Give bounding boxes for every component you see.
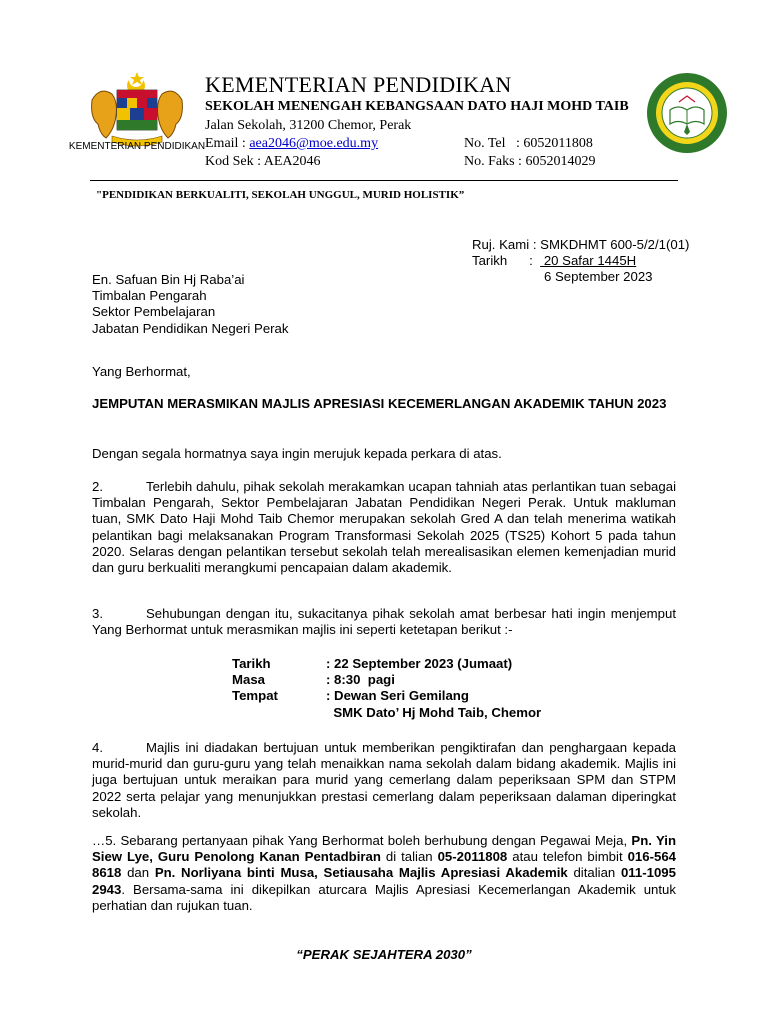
contact-person-1: Pn. Yin Siew Lye, Guru Penolong Kanan Pentadbiran	[92, 833, 676, 865]
event-date-value: : 22 September 2023 (Jumaat)	[326, 656, 513, 671]
paragraph-number: 2.	[92, 479, 103, 494]
event-time-value: : 8:30 pagi	[326, 672, 395, 688]
ministry-title: KEMENTERIAN PENDIDIKAN	[205, 72, 512, 97]
contact-person-2: Pn. Norliyana binti Musa, Setiausaha Majlis Apresiasi Akademik	[154, 865, 568, 881]
date-gregorian: 6 September 2023	[544, 269, 653, 285]
school-badge-logo	[646, 72, 728, 154]
paragraph-4	[92, 740, 676, 821]
date-hijri-row	[472, 253, 689, 269]
recipient-department: Jabatan Pendidikan Negeri Perak	[92, 320, 289, 336]
paragraph-text: . Bersama-sama ini dikepilkan aturcara Majlis Apresiasi Kecemerlangan Akademik untuk perhatian dan rujukan tuan.	[92, 881, 676, 913]
paragraph-text: Terlebih dahulu, pihak sekolah merakamkan ucapan tahniah atas perlantikan tuan sebagai Timbalan Pengarah, Sektor Pembelajaran Jabatan Pendidikan Negeri Perak. Untuk makluman tuan, SMK Dato Haji Mohd Taib Chemor merupakan sekolah Gred A dan telah menerima watikah pelantikan bagi melaksanakan Program Transformasi Sekolah 2025 (TS25) Kohort 5 pada tahun 2020. Selaras dengan pelantikan tersebut sekolah telah merealisasikan elemen kemenjadian murid dan guru berkualiti merangkumi pencapaian dalam akademik.	[92, 479, 676, 576]
contact-phone-1: 05-2011808	[437, 849, 508, 865]
paragraph-number: 3.	[92, 606, 103, 621]
event-venue-value: : Dewan Seri Gemilang	[326, 688, 469, 704]
school-code: Kod Sek : AEA2046	[205, 154, 321, 169]
header-divider	[90, 180, 678, 181]
paragraph-text: Majlis ini diadakan bertujuan untuk memberikan pengiktirafan dan penghargaan kepada murid-murid dan guru-guru yang telah menaikkan nama sekolah dalam bidang akademik. Majlis ini juga bertujuan untuk meraikan para murid yang cemerlang dalam peperiksaan SPM dan STPM 2022 serta pelajar yang menunjukkan prestasi cemerlang dalam peperiksaan dalaman diperingkat sekolah.	[92, 740, 676, 820]
paragraph-text: di talian	[380, 849, 438, 865]
paragraph-text: ditalian	[567, 865, 621, 881]
salutation: Yang Berhormat,	[92, 364, 191, 379]
paragraph-number: 4.	[92, 740, 103, 755]
telephone-number: No. Tel : 6052011808	[464, 136, 593, 151]
contact-mobile-1: 016-564 8618	[92, 849, 676, 881]
school-motto: "PENDIDIKAN BERKUALITI, SEKOLAH UNGGUL, MURID HOLISTIK”	[96, 189, 465, 201]
email-label: Email :	[205, 136, 250, 151]
school-name: SEKOLAH MENENGAH KEBANGSAAN DATO HAJI MOHD TAIB	[205, 99, 629, 114]
contact-phone-2: 011-1095 2943	[92, 865, 676, 897]
fax-number: No. Faks : 6052014029	[464, 154, 596, 169]
letter-subject: JEMPUTAN MERASMIKAN MAJLIS APRESIASI KECEMERLANGAN AKADEMIK TAHUN 2023	[92, 396, 667, 411]
event-venue-value-2: SMK Dato’ Hj Mohd Taib, Chemor	[326, 704, 542, 720]
paragraph-text: …5. Sebarang pertanyaan pihak Yang Berhormat boleh berhubung dengan Pegawai Meja,	[92, 833, 632, 848]
paragraph-text: atau telefon bimbit	[507, 849, 628, 865]
paragraph-text: dan	[121, 865, 155, 881]
reference-block	[472, 237, 689, 286]
email-row	[205, 136, 378, 152]
date-hijri: 20 Safar 1445H	[540, 253, 637, 269]
date-label: Tarikh :	[472, 253, 541, 269]
paragraph-5	[92, 833, 676, 914]
ministry-logo-caption: KEMENTERIAN PENDIDIKAN	[68, 141, 206, 152]
school-address: Jalan Sekolah, 31200 Chemor, Perak	[205, 118, 412, 133]
closing-slogan: “PERAK SEJAHTERA 2030”	[296, 947, 472, 962]
recipient-name: En. Safuan Bin Hj Raba’ai	[92, 272, 245, 287]
paragraph-2	[92, 479, 676, 576]
paragraph-text: Sehubungan dengan itu, sukacitanya pihak sekolah amat berbesar hati ingin menjemput Yang Berhormat untuk merasmikan majlis ini seperti ketetapan berikut :-	[92, 606, 676, 638]
opening-paragraph: Dengan segala hormatnya saya ingin merujuk kepada perkara di atas.	[92, 446, 502, 461]
left-tiger-icon	[92, 91, 117, 138]
star-icon	[130, 72, 144, 85]
malaysia-coat-of-arms-logo	[82, 70, 192, 148]
recipient-address	[92, 272, 288, 337]
event-venue-label: Tempat	[232, 688, 278, 704]
email-link[interactable]: aea2046@moe.edu.my	[249, 136, 379, 151]
recipient-sector: Sektor Pembelajaran	[92, 304, 216, 320]
event-details	[232, 656, 541, 721]
event-date-label: Tarikh	[232, 656, 271, 671]
event-time-label: Masa	[232, 672, 265, 688]
recipient-title: Timbalan Pengarah	[92, 288, 207, 304]
reference-number: Ruj. Kami : SMKDHMT 600-5/2/1(01)	[472, 237, 690, 252]
paragraph-3	[92, 606, 676, 638]
right-tiger-icon	[158, 91, 183, 138]
